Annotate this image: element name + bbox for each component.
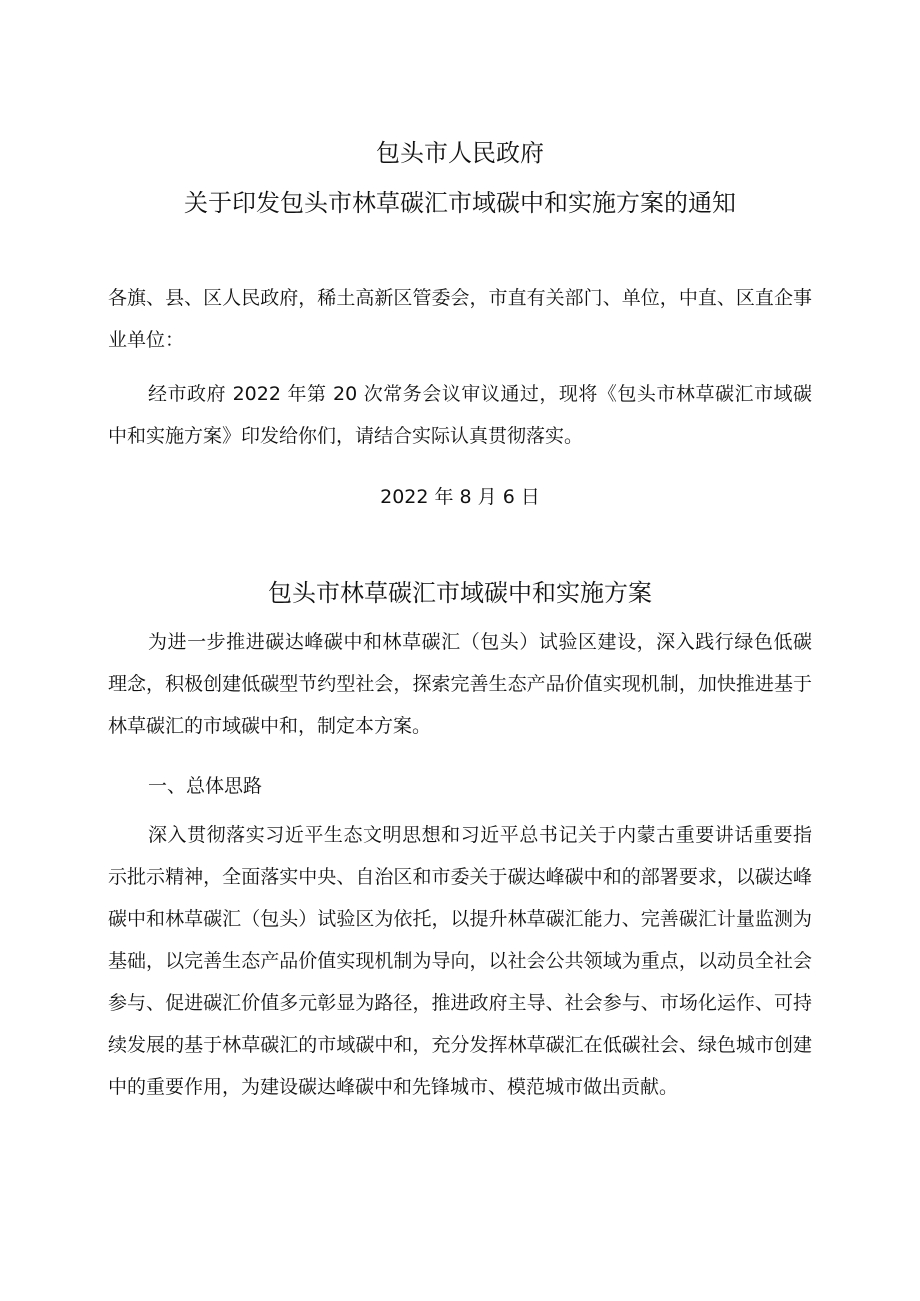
section-1-body-paragraph: 深入贯彻落实习近平生态文明思想和习近平总书记关于内蒙古重要讲话重要指示批示精神，全面落实中央、自治区和市委关于碳达峰碳中和的部署要求，以碳达峰碳中和林草碳汇（包头）试验区为依托，以提升林草碳汇能力、完善碳汇计量监测为基础，以完善生态产品价值实现机制为导向，以社会公共领域为重点，以动员全社会参与、促进碳汇价值多元彰显为路径，推进政府主导、社会参与、市场化运作、可持续发展的基于林草碳汇的市域碳中和，充分发挥林草碳汇在低碳社会、绿色城市创建中的重要作用，为建设碳达峰碳中和先锋城市、模范城市做出贡献。 [108,824,812,1098]
plan-intro-paragraph: 为进一步推进碳达峰碳中和林草碳汇（包头）试验区建设，深入践行绿色低碳理念，积极创建低碳型节约型社会，探索完善生态产品价值实现机制，加快推进基于林草碳汇的市域碳中和，制定本方案。 [108,631,812,737]
notice-title: 关于印发包头市林草碳汇市域碳中和实施方案的通知 [184,189,736,217]
plan-title: 包头市林草碳汇市域碳中和实施方案 [268,579,652,607]
notice-body-paragraph: 经市政府 2022 年第 20 次常务会议审议通过，现将《包头市林草碳汇市域碳中和实施方案》印发给你们，请结合实际认真贯彻落实。 [108,383,812,447]
section-1-heading: 一、总体思路 [148,775,263,797]
notice-date: 2022 年 8 月 6 日 [380,486,540,508]
addressee-paragraph: 各旗、县、区人民政府，稀土高新区管委会，市直有关部门、单位，中直、区直企事业单位： [108,287,812,351]
issuer-title: 包头市人民政府 [376,139,544,167]
